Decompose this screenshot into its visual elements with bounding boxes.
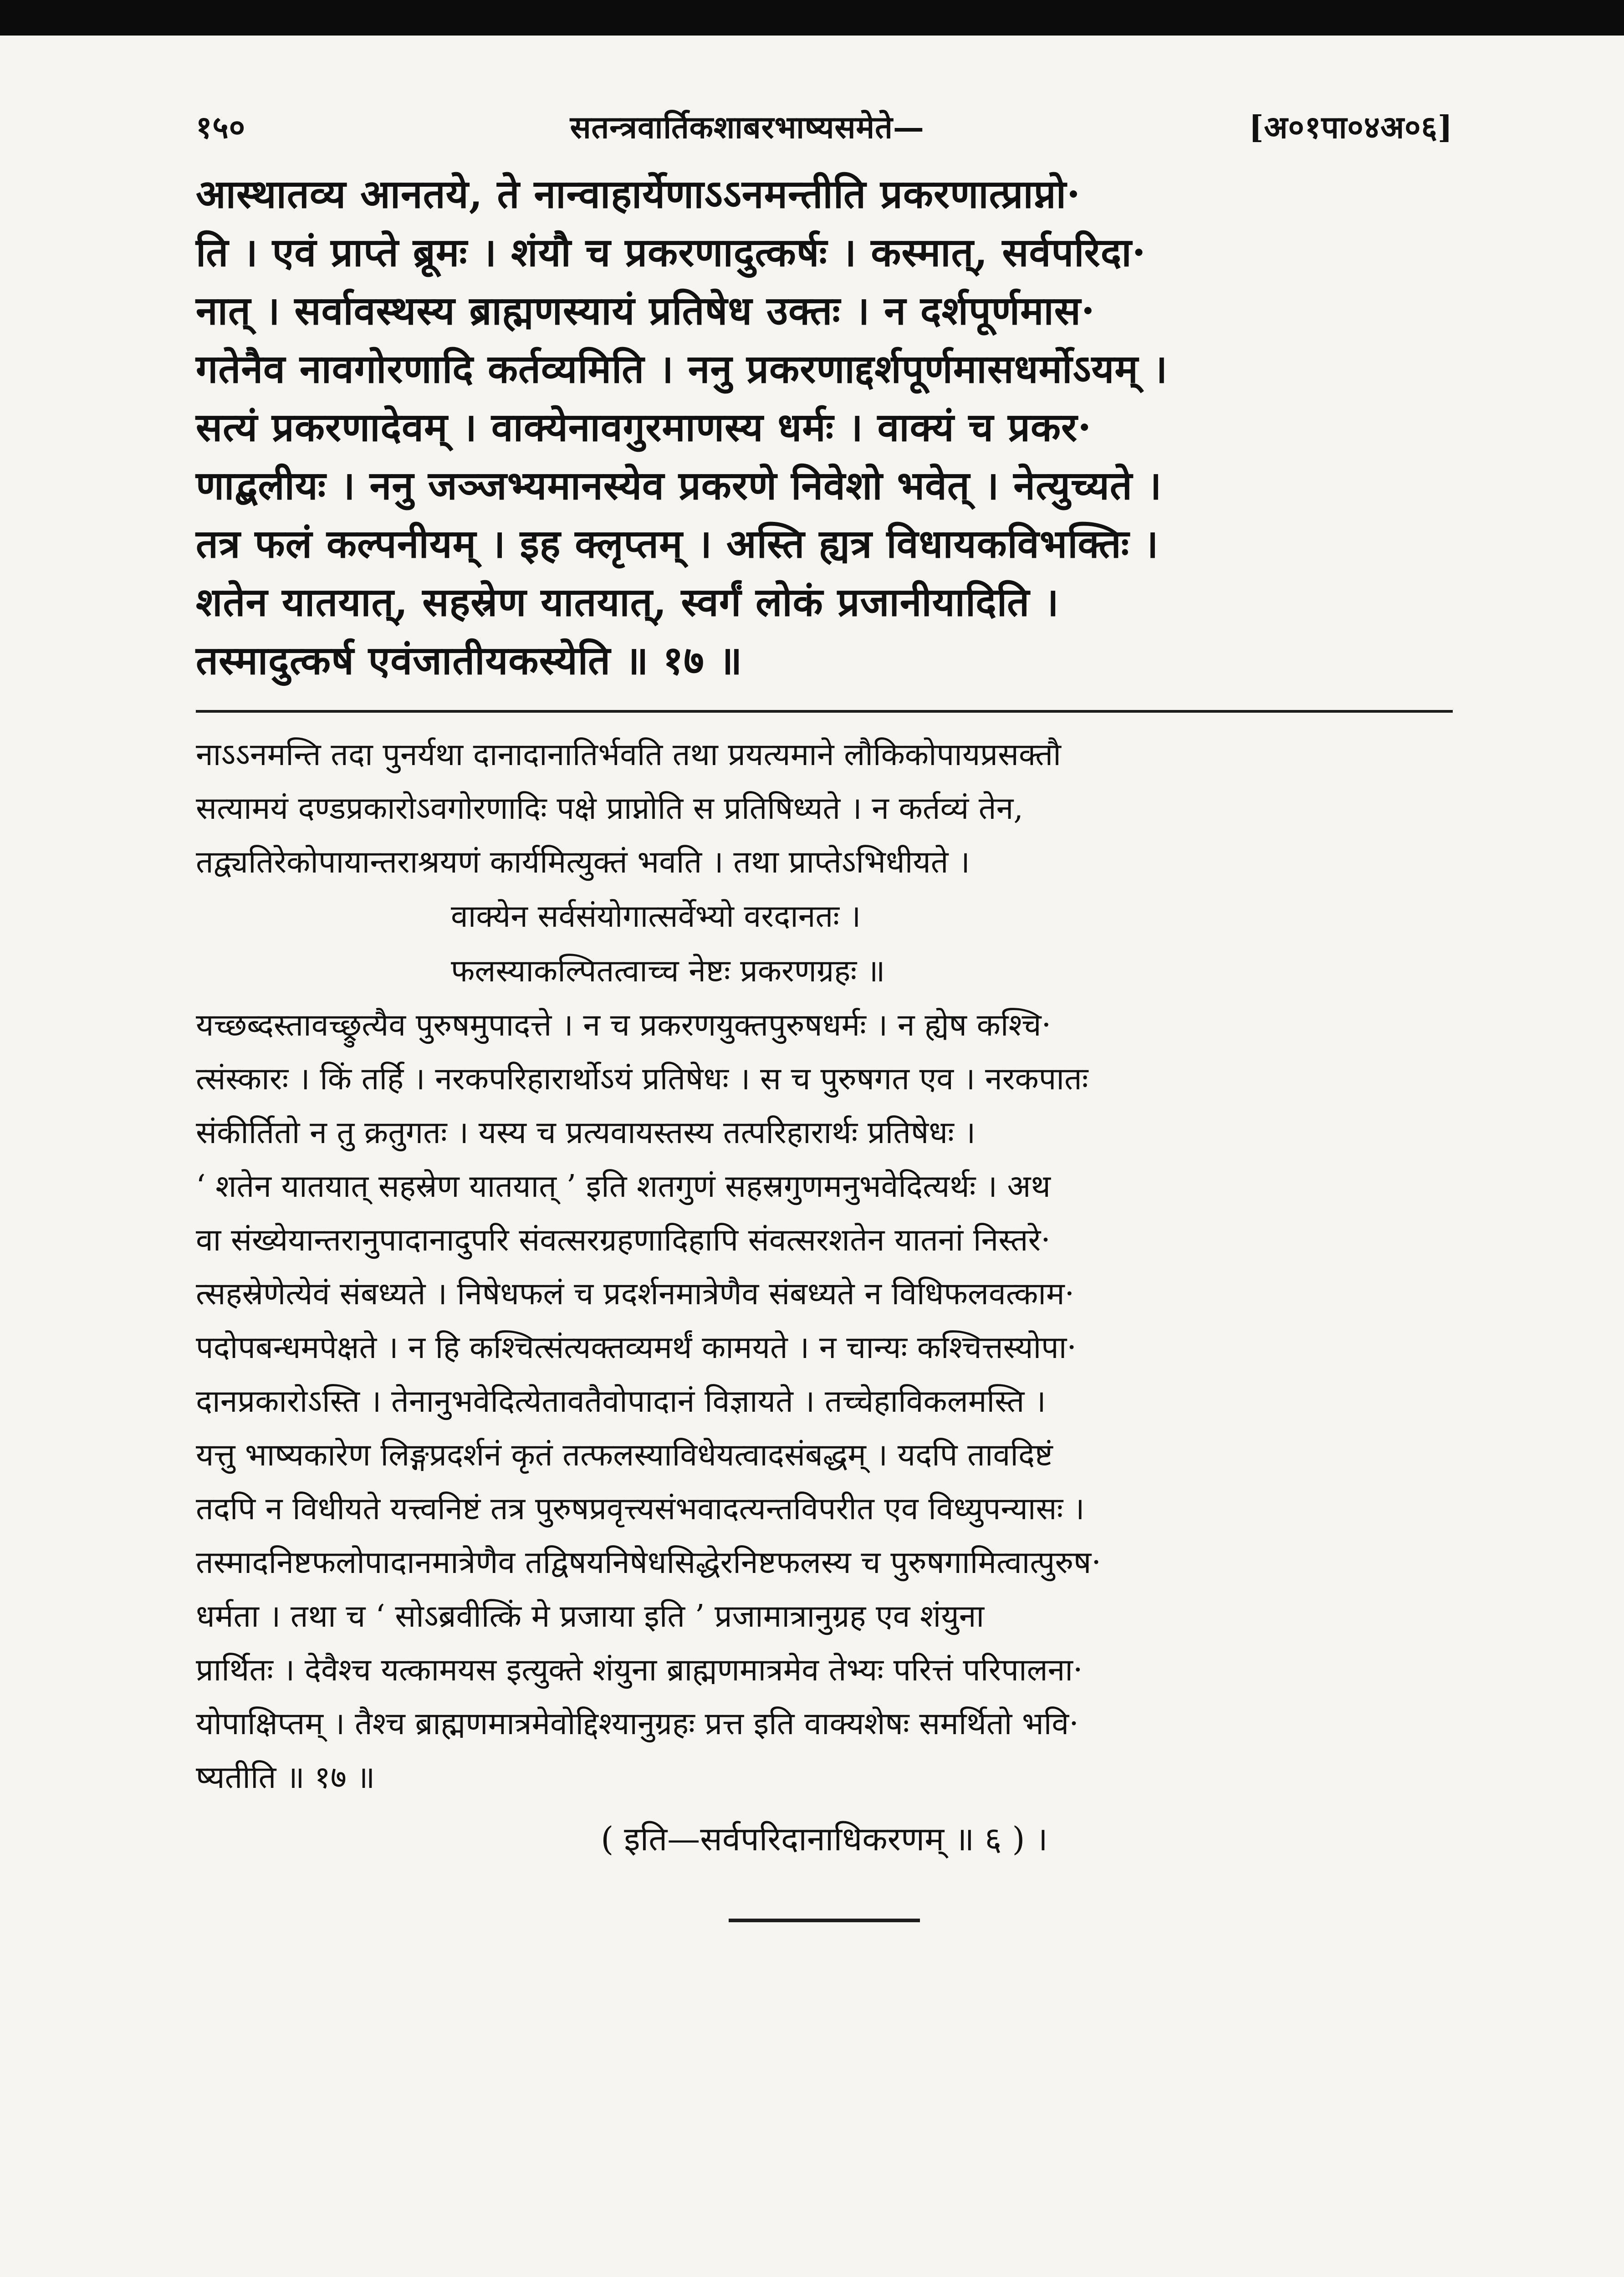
- body-line: ष्यतीति ॥ १७ ॥: [196, 1760, 375, 1796]
- verse-line: फलस्याकल्पितत्वाच्च नेष्टः प्रकरणग्रहः ॥: [451, 953, 885, 989]
- page-number: १५०: [196, 109, 246, 146]
- body-line: तस्मादनिष्टफलोपादानमात्रेणैव तद्विषयनिषेधसिद्धेरनिष्टफलस्य च पुरुषगामित्वात्पुरुष·: [196, 1545, 1101, 1581]
- body-line: दानप्रकारोऽस्ति । तेनानुभवेदित्येतावतैवोपादानं विज्ञायते । तच्चेहाविकलमस्ति ।: [196, 1384, 1046, 1419]
- body-line: प्रार्थितः । देवैश्च यत्कामयस इत्युक्ते शंयुना ब्राह्मणमात्रमेव तेभ्यः परित्तं परिपालना·: [196, 1652, 1083, 1688]
- body-line: योपाक्षिप्तम् । तैश्च ब्राह्मणमात्रमेवोद्दिश्यानुग्रहः प्रत्त इति वाक्यशेषः समर्थितो भवि·: [196, 1706, 1079, 1742]
- commentary-line: नात् । सर्वावस्थस्य ब्राह्मणस्यायं प्रतिषेध उक्तः । न दर्शपूर्णमास·: [196, 288, 1095, 334]
- running-title: सतन्त्रवार्तिकशाबरभाष्यसमेते—: [570, 109, 924, 146]
- body-line: संकीर्तितो न तु क्रतुगतः । यस्य च प्रत्यवायस्तस्य तत्परिहारार्थः प्रतिषेधः ।: [196, 1115, 976, 1151]
- intro-line: सत्यामयं दण्डप्रकारोऽवगोरणादिः पक्षे प्राप्नोति स प्रतिषिध्यते । न कर्तव्यं तेन,: [196, 791, 1024, 827]
- intro-line: नाऽऽनमन्ति तदा पुनर्यथा दानादानातिर्भवति तथा प्रयत्यमाने लौकिकोपायप्रसक्तौ: [196, 737, 1061, 773]
- verse-block: [196, 889, 1453, 999]
- tantravartika-intro: [196, 728, 1453, 889]
- verse-line: वाक्येन सर्वसंयोगात्सर्वेभ्यो वरदानतः ।: [451, 899, 861, 934]
- commentary-line: गतेनैव नावगोरणादि कर्तव्यमिति । ननु प्रकरणाद्दर्शपूर्णमासधर्मोऽयम् ।: [196, 346, 1168, 392]
- running-head: [196, 105, 1453, 147]
- book-page: [196, 105, 1453, 1922]
- commentary-line: सत्यं प्रकरणादेवम् । वाक्येनावगुरमाणस्य धर्मः । वाक्यं च प्रकर·: [196, 404, 1092, 450]
- section-colophon: ( इति—सर्वपरिदानाधिकरणम् ॥ ६ ) ।: [601, 1820, 1048, 1858]
- commentary-line: तत्र फलं कल्पनीयम् । इह क्लृप्तम् । अस्ति ह्यत्र विधायकविभक्तिः ।: [196, 521, 1159, 567]
- body-line: वा संख्येयान्तरानुपादानादुपरि संवत्सरग्रहणादिहापि संवत्सरशतेन यातनां निस्तरे·: [196, 1222, 1051, 1258]
- body-line: यच्छब्दस्तावच्छ्रुत्यैव पुरुषमुपादत्ते । न च प्रकरणयुक्तपुरुषधर्मः । न ह्येष कश्चि·: [196, 1007, 1052, 1043]
- body-line: त्सहस्रेणेत्येवं संबध्यते । निषेधफलं च प्रदर्शनमात्रेणैव संबध्यते न विधिफलवत्काम·: [196, 1276, 1075, 1312]
- body-line: त्संस्कारः । किं तर्हि । नरकपरिहारार्थोऽयं प्रतिषेधः । स च पुरुषगत एव । नरकपातः: [196, 1061, 1088, 1097]
- body-line: धर्मता । तथा च ‘ सोऽब्रवीत्किं मे प्रजाया इति ’ प्रजामात्रानुग्रह एव शंयुना: [196, 1598, 985, 1634]
- body-line: पदोपबन्धमपेक्षते । न हि कश्चित्संत्यक्तव्यमर्थं कामयते । न चान्यः कश्चित्तस्योपा·: [196, 1330, 1077, 1366]
- commentary-line: तस्मादुत्कर्ष एवंजातीयकस्येति ॥ १७ ॥: [196, 638, 743, 684]
- top-scan-border: [0, 0, 1624, 36]
- commentary-line: आस्थातव्य आनतये, ते नान्वाहार्येणाऽऽनमन्तीति प्रकरणात्प्राप्नो·: [196, 171, 1081, 217]
- body-line: तदपि न विधीयते यत्त्वनिष्टं तत्र पुरुषप्रवृत्त्यसंभवादत्यन्तविपरीत एव विध्युपन्यासः ।: [196, 1491, 1085, 1527]
- end-ornament-rule: [729, 1919, 920, 1922]
- tantravartika-body: [196, 999, 1453, 1805]
- shabara-bhashya-text: [196, 165, 1453, 690]
- section-reference: [अ०१पा०४अ०६]: [1249, 109, 1453, 146]
- intro-line: तद्व्यतिरेकोपायान्तराश्रयणं कार्यमित्युक्तं भवति । तथा प्राप्तेऽभिधीयते ।: [196, 844, 970, 880]
- commentary-line: णाद्बलीयः । ननु जञ्जभ्यमानस्येव प्रकरणे निवेशो भवेत् । नेत्युच्यते ।: [196, 463, 1162, 509]
- body-line: ‘ शतेन यातयात् सहस्रेण यातयात् ’ इति शतगुणं सहस्रगुणमनुभवेदित्यर्थः । अथ: [196, 1169, 1051, 1205]
- body-line: यत्तु भाष्यकारेण लिङ्गप्रदर्शनं कृतं तत्फलस्याविधेयत्वादसंबद्धम् । यदपि तावदिष्टं: [196, 1437, 1053, 1473]
- commentary-line: ति । एवं प्राप्ते ब्रूमः । शंयौ च प्रकरणादुत्कर्षः । कस्मात्, सर्वपरिदा·: [196, 230, 1146, 276]
- commentary-line: शतेन यातयात्, सहस्रेण यातयात्, स्वर्गं लोकं प्रजानीयादिति ।: [196, 579, 1059, 625]
- section-divider: [196, 710, 1453, 713]
